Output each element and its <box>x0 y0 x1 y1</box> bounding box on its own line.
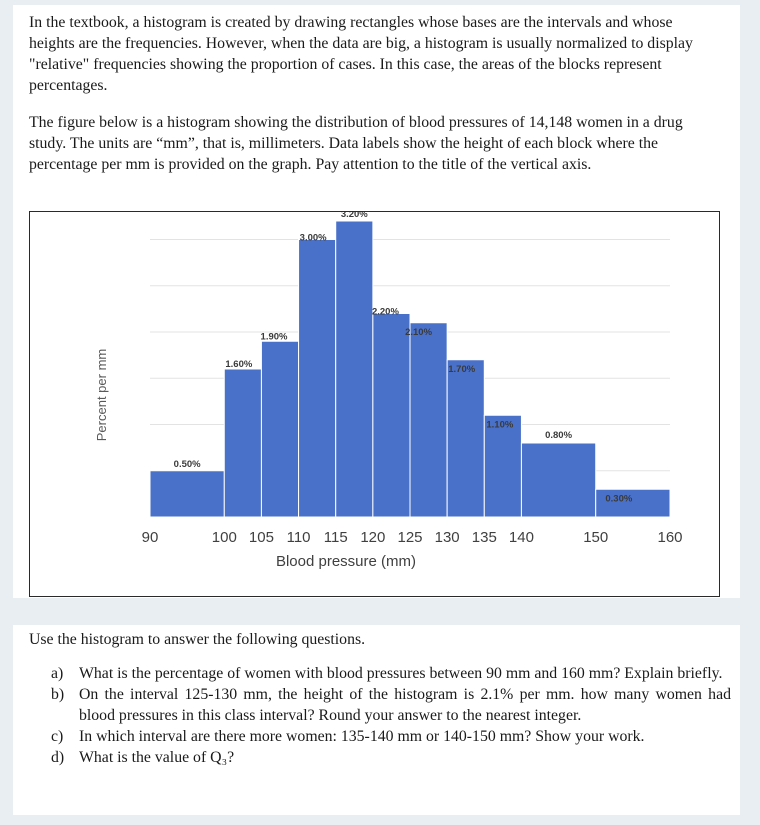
data-label: 1.70% <box>448 363 476 375</box>
x-tick-label: 150 <box>583 529 609 546</box>
question-letter: d) <box>51 749 65 766</box>
question-item <box>51 663 731 684</box>
histogram-bar <box>521 443 595 517</box>
y-axis-title: Percent per mm <box>94 348 109 442</box>
x-tick-label: 110 <box>286 529 311 546</box>
x-tick-label: 160 <box>657 529 683 546</box>
histogram-bar <box>484 415 521 517</box>
intro-paragraph-2: The figure below is a histogram showing the distribution of blood pressures of 14,148 women in a drug study. The units are “mm”, that is, millimeters. Data labels show the height of each block where the percentage per mm is provided on the graph. Pay attention to the title of the vertical axis. <box>29 114 683 173</box>
histogram-chart <box>29 211 720 597</box>
data-label: 0.30% <box>605 493 633 505</box>
x-tick-label: 115 <box>323 529 348 546</box>
question-letter: b) <box>51 686 65 703</box>
x-tick-label: 130 <box>434 529 460 546</box>
question-letter: a) <box>51 665 64 682</box>
question-letter: c) <box>51 728 64 745</box>
data-label: 3.00% <box>299 232 327 244</box>
data-label: 0.80% <box>545 430 573 441</box>
data-label: 1.90% <box>260 331 288 343</box>
data-label: 3.20% <box>340 212 368 220</box>
questions-list <box>51 663 731 768</box>
x-tick-label: 100 <box>211 529 237 546</box>
x-axis-title: Blood pressure (mm) <box>275 553 417 570</box>
histogram-bar <box>261 341 298 517</box>
histogram-bar <box>373 314 410 518</box>
intro-paragraph-1: In the textbook, a histogram is created by drawing rectangles whose bases are the intervals and whose heights are the frequencies. However, when the data are big, a histogram is usually normalized to display "relative" frequencies showing the proportion of cases. In this case, the areas of the blocks represent percentages. <box>29 14 693 94</box>
histogram-bar <box>336 221 373 517</box>
histogram-bar <box>150 471 224 517</box>
x-tick-label: 90 <box>141 529 159 546</box>
data-label: 1.60% <box>225 359 253 370</box>
data-label: 1.10% <box>486 419 514 431</box>
x-tick-label: 120 <box>360 529 386 546</box>
x-tick-label: 135 <box>471 529 497 546</box>
histogram-bar <box>224 369 261 517</box>
intro-panel <box>13 5 740 598</box>
question-item <box>51 747 731 768</box>
x-tick-label: 125 <box>397 529 423 546</box>
question-text: What is the percentage of women with blood pressures between 90 mm and 160 mm? Explain briefly. <box>79 665 723 682</box>
question-text: On the interval 125-130 mm, the height of the histogram is 2.1% per mm. how many women had blood pressures in this class interval? Round your answer to the nearest integer. <box>79 686 731 724</box>
questions-intro: Use the histogram to answer the following questions. <box>29 631 366 648</box>
data-label: 0.50% <box>173 458 201 470</box>
question-text: In which interval are there more women: 135-140 mm or 140-150 mm? Show your work. <box>79 728 645 745</box>
question-item <box>51 684 731 726</box>
histogram-bar <box>447 360 484 517</box>
questions-panel <box>13 625 740 815</box>
histogram-svg <box>30 212 719 596</box>
x-tick-label: 140 <box>508 529 534 546</box>
question-item <box>51 726 731 747</box>
histogram-bar <box>299 240 336 518</box>
data-label: 2.10% <box>405 326 433 338</box>
data-label: 2.20% <box>371 306 399 318</box>
histogram-bar <box>410 323 447 517</box>
x-tick-label: 105 <box>248 529 274 546</box>
question-text: What is the value of Q₃? <box>79 749 235 766</box>
